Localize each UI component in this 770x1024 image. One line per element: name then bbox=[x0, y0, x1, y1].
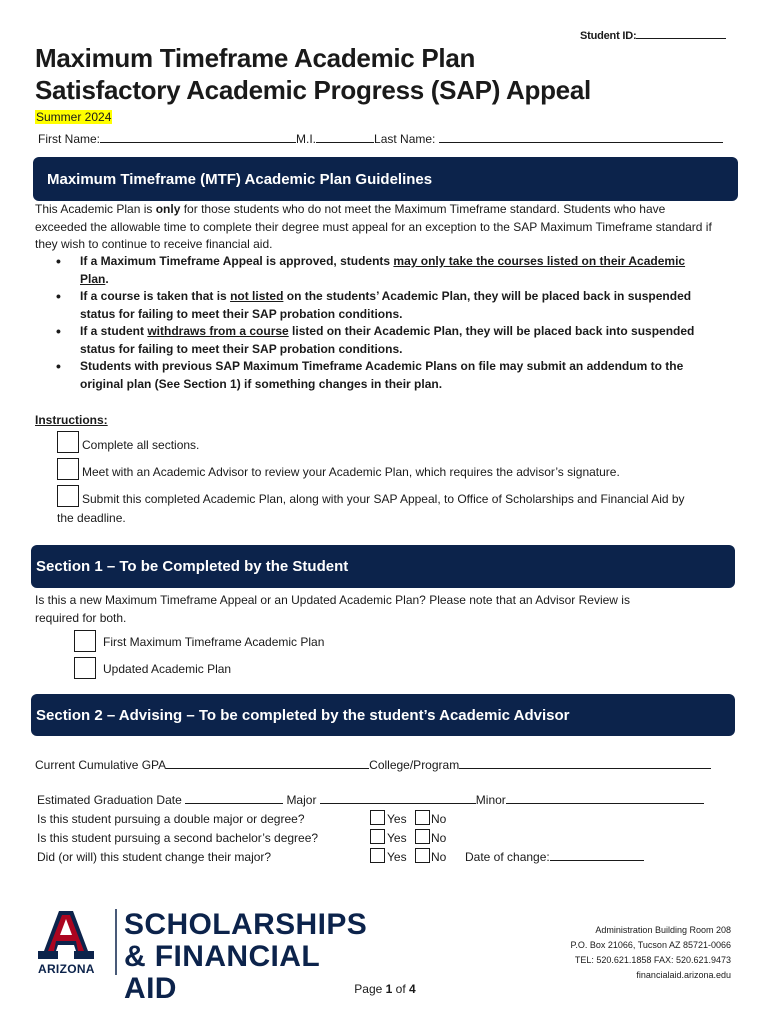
second-bachelor-yes-label: Yes bbox=[387, 831, 407, 845]
bullet2-a: If a course is taken that is bbox=[80, 289, 231, 303]
page-current: 1 bbox=[385, 982, 393, 996]
gpa-college-row bbox=[35, 757, 711, 772]
logo-sub-text: ARIZONA bbox=[38, 962, 95, 976]
instruction-item-3-cont: the deadline. bbox=[57, 511, 126, 525]
change-major-yes-checkbox[interactable] bbox=[370, 848, 385, 863]
address-line-3: TEL: 520.621.1858 FAX: 520.621.9473 bbox=[574, 955, 731, 965]
address-line-2: P.O. Box 21066, Tucson AZ 85721-0066 bbox=[570, 940, 731, 950]
bullet-withdraws bbox=[50, 323, 710, 358]
guidelines-intro bbox=[35, 201, 715, 254]
logo-line-1: SCHOLARSHIPS bbox=[124, 908, 368, 941]
last-name-line[interactable] bbox=[439, 131, 723, 143]
title-line-1: Maximum Timeframe Academic Plan bbox=[35, 43, 476, 73]
instructions-heading: Instructions: bbox=[35, 413, 108, 427]
double-major-no-label: No bbox=[431, 812, 447, 826]
student-id-field bbox=[580, 27, 726, 42]
instruction-checkbox-3[interactable] bbox=[57, 485, 79, 507]
bullet-not-listed bbox=[50, 288, 710, 323]
first-plan-checkbox[interactable] bbox=[74, 630, 96, 652]
second-bachelor-no-label: No bbox=[431, 831, 447, 845]
guidelines-heading: Maximum Timeframe (MTF) Academic Plan Guidelines bbox=[33, 157, 738, 201]
change-major-yes-label: Yes bbox=[387, 850, 407, 864]
guidelines-bullets bbox=[50, 253, 710, 393]
first-plan-label: First Maximum Timeframe Academic Plan bbox=[103, 635, 325, 649]
bullet3-a: If a student bbox=[80, 324, 148, 338]
page-number bbox=[0, 982, 770, 996]
section-1-question: Is this a new Maximum Timeframe Appeal or an Updated Academic Plan? Please note that an Advisor Review is required for both. bbox=[35, 593, 630, 625]
student-id-line[interactable] bbox=[636, 27, 726, 39]
double-major-yes-label: Yes bbox=[387, 812, 407, 826]
section-2-heading: Section 2 – Advising – To be completed by the student’s Academic Advisor bbox=[31, 694, 735, 736]
instruction-item-2: Meet with an Academic Advisor to review your Academic Plan, which requires the advisor’s signature. bbox=[82, 465, 620, 479]
graduation-major-row bbox=[37, 792, 704, 807]
bullet-approved bbox=[50, 253, 710, 288]
instruction-item-3: Submit this completed Academic Plan, along with your SAP Appeal, to Office of Scholarships and Financial Aid by bbox=[82, 492, 685, 506]
bullet1-b: . bbox=[105, 271, 109, 286]
page-title bbox=[35, 42, 591, 106]
intro-bold: only bbox=[155, 202, 181, 216]
bullet3-b: listed on their Academic Plan, they will be placed back into suspended status for failing to meet their SAP probation conditions. bbox=[80, 324, 695, 356]
student-id-label: Student ID: bbox=[580, 30, 637, 42]
instruction-checkbox-2[interactable] bbox=[57, 458, 79, 480]
second-bachelor-no-checkbox[interactable] bbox=[415, 829, 430, 844]
second-bachelor-question: Is this student pursuing a second bachelor’s degree? bbox=[37, 831, 319, 845]
logo-line-2: & FINANCIAL AID bbox=[124, 940, 320, 1005]
term-label: Summer 2024 bbox=[36, 110, 112, 124]
first-name-label: First Name: bbox=[38, 132, 101, 146]
website-link[interactable]: financialaid.arizona.edu bbox=[636, 970, 731, 980]
change-major-no-label: No bbox=[431, 850, 447, 864]
bullet2-u: not listed bbox=[230, 289, 284, 303]
bullet1-a: If a Maximum Timeframe Appeal is approved, students bbox=[80, 254, 394, 268]
title-line-2: Satisfactory Academic Progress (SAP) Appeal bbox=[35, 75, 591, 105]
minor-line[interactable] bbox=[506, 792, 704, 804]
intro-text-1: This Academic Plan is bbox=[35, 202, 156, 216]
minor-label: Minor bbox=[475, 793, 506, 807]
grad-date-label: Estimated Graduation Date bbox=[37, 793, 182, 807]
bullet1-u: may only take the courses listed on their Academic Plan bbox=[80, 254, 686, 286]
gpa-line[interactable] bbox=[166, 757, 369, 769]
updated-plan-label: Updated Academic Plan bbox=[103, 662, 232, 676]
gpa-label: Current Cumulative GPA bbox=[35, 758, 167, 772]
change-date-label: Date of change: bbox=[465, 850, 550, 864]
office-address bbox=[571, 923, 731, 983]
bullet3-u: withdraws from a course bbox=[147, 324, 289, 338]
page-of: of bbox=[395, 982, 406, 996]
name-fields bbox=[38, 131, 723, 146]
change-date-field bbox=[465, 849, 644, 866]
double-major-yes-checkbox[interactable] bbox=[370, 810, 385, 825]
double-major-question: Is this student pursuing a double major or degree? bbox=[37, 812, 305, 826]
college-line[interactable] bbox=[459, 757, 711, 769]
major-line[interactable] bbox=[320, 792, 476, 804]
bullet2-b: on the students’ Academic Plan, they will be placed back in suspended status for failing to meet their SAP probation conditions. bbox=[80, 289, 692, 321]
second-bachelor-yes-checkbox[interactable] bbox=[370, 829, 385, 844]
mi-label: M.I. bbox=[296, 132, 317, 146]
bullet-previous-plans: • Students with previous SAP Maximum Timeframe Academic Plans on file may submit an addendum to the original plan (See Section 1) if something changes in their plan. bbox=[50, 358, 710, 393]
grad-date-line[interactable] bbox=[185, 792, 283, 804]
change-major-no-checkbox[interactable] bbox=[415, 848, 430, 863]
major-label: Major bbox=[286, 793, 317, 807]
address-line-1: Administration Building Room 208 bbox=[595, 925, 731, 935]
instruction-checkbox-1[interactable] bbox=[57, 431, 79, 453]
change-major-question: Did (or will) this student change their major? bbox=[37, 850, 272, 864]
intro-text-2: for those students who do not meet the Maximum Timeframe standard. Students who have exceeded the allowable time to complete their degree must appeal for an exception to the SAP Maximum Timeframe standard if they wish to continue to receive financial aid. bbox=[35, 202, 712, 251]
last-name-label: Last Name: bbox=[374, 132, 436, 146]
instruction-item-1: Complete all sections. bbox=[82, 438, 200, 452]
section-1-heading: Section 1 – To be Completed by the Student bbox=[31, 545, 735, 588]
mi-line[interactable] bbox=[316, 131, 374, 143]
double-major-no-checkbox[interactable] bbox=[415, 810, 430, 825]
updated-plan-checkbox[interactable] bbox=[74, 657, 96, 679]
first-name-line[interactable] bbox=[100, 131, 296, 143]
page-word: Page bbox=[354, 982, 383, 996]
change-date-line[interactable] bbox=[550, 849, 644, 861]
page-total: 4 bbox=[409, 982, 416, 996]
college-label: College/Program bbox=[369, 758, 460, 772]
